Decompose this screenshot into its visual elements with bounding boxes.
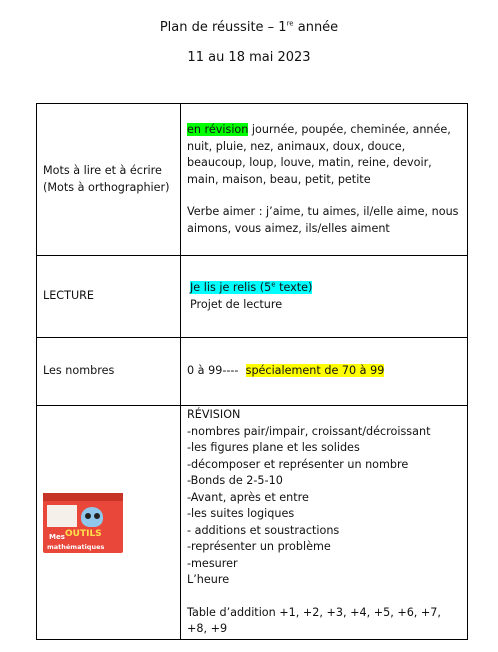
lecture-line1-text: Je lis je relis (5: [190, 281, 272, 294]
nombres-content-cell: [181, 338, 468, 406]
mots-label-line1: Mots à lire et à écrire: [43, 164, 162, 177]
robot-eye-left: [85, 513, 91, 519]
list-item: -les figures plane et les solides: [187, 441, 360, 455]
table-row: [37, 104, 468, 256]
lecture-label: LECTURE: [37, 256, 181, 338]
lecture-highlight: [190, 281, 312, 294]
revision-highlight: en révision: [187, 123, 249, 136]
cover-math: mathématiques: [47, 542, 105, 551]
cover-card: [47, 505, 77, 527]
date-range: 11 au 18 mai 2023: [187, 50, 311, 65]
page-title: [0, 20, 498, 35]
list-item: -Bonds de 2-5-10: [187, 474, 283, 488]
list-item: -Avant, après et entre: [187, 490, 309, 504]
verb-conjugation: Verbe aimer : j’aime, tu aimes, il/elle aime, nous aimons, vous aimez, ils/elles aiment: [187, 205, 459, 235]
cover-outils: OUTILS: [65, 528, 102, 539]
list-item: L’heure: [187, 573, 230, 587]
table-row: [37, 406, 468, 640]
lecture-content-cell: [181, 256, 468, 338]
table-row: [37, 256, 468, 338]
list-item: -mesurer: [187, 556, 238, 570]
lecture-line1: [190, 280, 461, 297]
nombres-label: Les nombres: [37, 338, 181, 406]
lecture-line1-end: texte): [275, 281, 313, 294]
list-item: -nombres pair/impair, croissant/décroissant: [187, 424, 431, 438]
revision-heading: RÉVISION: [187, 408, 241, 422]
word-list: [187, 122, 461, 188]
lecture-superscript: e: [271, 280, 276, 289]
title-end: année: [293, 20, 339, 35]
title-superscript: re: [286, 19, 294, 28]
list-item: -représenter un problème: [187, 540, 331, 554]
nombres-highlight: spécialement de 70 à 99: [245, 364, 385, 378]
word-list-text: journée, poupée, cheminée, année, nuit, pluie, nez, animaux, doux, douce, beaucoup, loup, louve, matin, reine, devoir, main, maison, beau, petit, petite: [187, 123, 451, 186]
cover-strip: [43, 493, 123, 501]
list-item: - additions et soustractions: [187, 523, 340, 537]
math-book-cover-image: [43, 493, 123, 553]
cover-mes: Mes: [49, 532, 65, 541]
title-text: Plan de réussite – 1: [159, 20, 287, 35]
mots-label-cell: [37, 104, 181, 256]
nombres-range: 0 à 99----: [187, 364, 239, 378]
mots-content-cell: [181, 104, 468, 256]
list-item: -les suites logiques: [187, 507, 295, 521]
addition-table-line: Table d’addition +1, +2, +3, +4, +5, +6, +7, +8, +9: [187, 605, 441, 636]
robot-eye-right: [94, 513, 100, 519]
math-image-cell: [37, 406, 181, 640]
plan-table: [36, 103, 468, 640]
lecture-line2: Projet de lecture: [190, 297, 283, 311]
table-row: [37, 338, 468, 406]
mots-label-line2: (Mots à orthographier): [43, 180, 170, 194]
math-content-cell: [181, 406, 468, 640]
list-item: -décomposer et représenter un nombre: [187, 457, 409, 471]
